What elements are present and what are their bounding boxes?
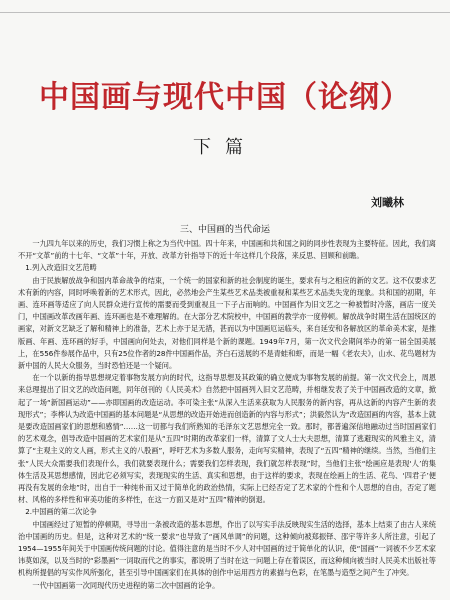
subheading: 1.列入改造旧文艺范畴: [25, 263, 97, 273]
paragraph: 由于民族解放战争和国内革命战争的结束，一个统一的国家和新的社会制度的诞生，要求有与之相应的新的文艺。这不仅要求艺术有新的内容，同时呼唤着新的艺术形式，因此，必然地会产生某些艺术品类被重视和某些艺术品类失宠的现象。共和国的初期，年画、连环画等适应了向人民群众进行宣传的需要而受到重视且一下子占而响的。中国画作为旧文艺之一种被暂时冷落，画店一度关门，中国画改革改画年画、连环画也是不难理解的。在大部分艺术院校中，中国画的教学亦一度停顿。解放战争时期生活在国统区的画家，对新文艺缺乏了解和精神上的准备，艺术上亦于足无措，甚而以为中国画厄运临头，来自延安和各解放区的革命美术家，是推版画、年画、连环画的好手，中国画向何处去，对他们同样是个新的课题。1949年7月，第一次文代会期间举办的第一届全国美展上，在556件参展作品中，只有25位作者的28件中国画作品，齐白石送展的不是青蛙和虾，而是一幅《老农夫》，山水、花鸟题材为新中国的人民大众服务，当时恐怕还是一个疑问。: [18, 275, 436, 371]
article-body: [18, 238, 436, 592]
header-rule: [0, 12, 450, 23]
paragraph: 一代中国画第一次同现代历史进程的第二次中国画的论争。: [32, 580, 220, 590]
article-subtitle: 下篇: [193, 137, 257, 158]
paragraph: 中国画经过了短暂的停顿期，寻导出一条被改造的基本思想，作出了以写实手法反映现实生活的选择，基本上结束了由古人来统治中国画的历史。但是，这种对艺术的“统一要求”也导致了“画风单调”的问题，这种倾向被郑振铎、邵宇等许多人所注意，引起了1954—1955年间关于中国画传统问题的讨论。值得注意的是当时不少人对中国画的过于简单化的认识，使“国画”一词被不少艺术家讳莫如深，以及当时的“彩墨画”一词取而代之的事实，都说明了当时在这一问题上存在着误区，而这种倾向被当时人民美术出版社等机构所提倡的写实作风所强化，甚至引导中国画家们在具体的创作中运用西方的素描与色彩，在笔墨与造型之间产生了冲突。: [18, 519, 436, 578]
article-author: 刘曦林: [371, 196, 404, 209]
subheading: 2.中国画的第二次论争: [25, 507, 97, 517]
article-title: 中国画与现代中国（论纲）: [39, 80, 411, 115]
section-heading: 三、中国画的当代命运: [179, 225, 270, 235]
paragraph: 一九四九年以来的历史，我们习惯上称之为当代中国。四十年来，中国画和共和国之间的同步性表现为主要特征。因此，我们离不开“文革”前的十七年、“文革”十年，开放、改革方针指导下的近十年这样几个段落，来反思、回顾和前瞻。: [18, 239, 436, 261]
paragraph: 在一个以新的指导思想规定着事物发展方向的时代，这指导思想及其政策的确立便成为事物发展的前提。第一次文代会上，周恩来总理提出了旧文艺的改造问题，同年创刊的《人民美术》自然把中国画列入旧文艺范畴，并相继发表了关于中国画改造的文章，掀起了一场“新国画运动”——亦即国画的改造运动。李可染主张“从深入生活来获取为人民服务的新内容，再从这新的内容产生新的表现形式”；李桦认为改造中国画的基本问题是“从思想的改造开始进而创造新的内容与形式”；洪毅然认为“改造国画的内容，基本上就是要改造国画家们的思想和感情”……这一切都与我们所熟知的毛泽东文艺思想完全一致。那时，都普遍深信地融动过当时国画家们的艺术观念，倡导改造中国画的艺术家们是从“五四”时期的改革家们一样，清算了文人士大夫思想，清算了逃避现实的风雅主义，清算了“主观主义的文人画，形式主义的八股画”，呼吁艺术为多数人服务，走向写实精神，表现了“五四”精神的继续。当然，当他们主张“人民大众需要我们表现什么，我们就要表现什么；需要我们怎样表现，我们就怎样表现”时，当他们主张“绘画应是表现‘人’的集体生活及其思想感情，因此它必须写实，表现现实的生活、真实和思想，由于这样的要求，表现在绘画上的生活、花鸟、‘四君子’便再没有发展的余地”时，出自于一种纯朴而又过于简单化的政治热情，实际上已经否定了艺术家的个性和个人思想的自由，否定了题材、风格的多样性和审美功能的多样性，在这一方面又是对“五四”精神的倒退。: [18, 373, 436, 505]
